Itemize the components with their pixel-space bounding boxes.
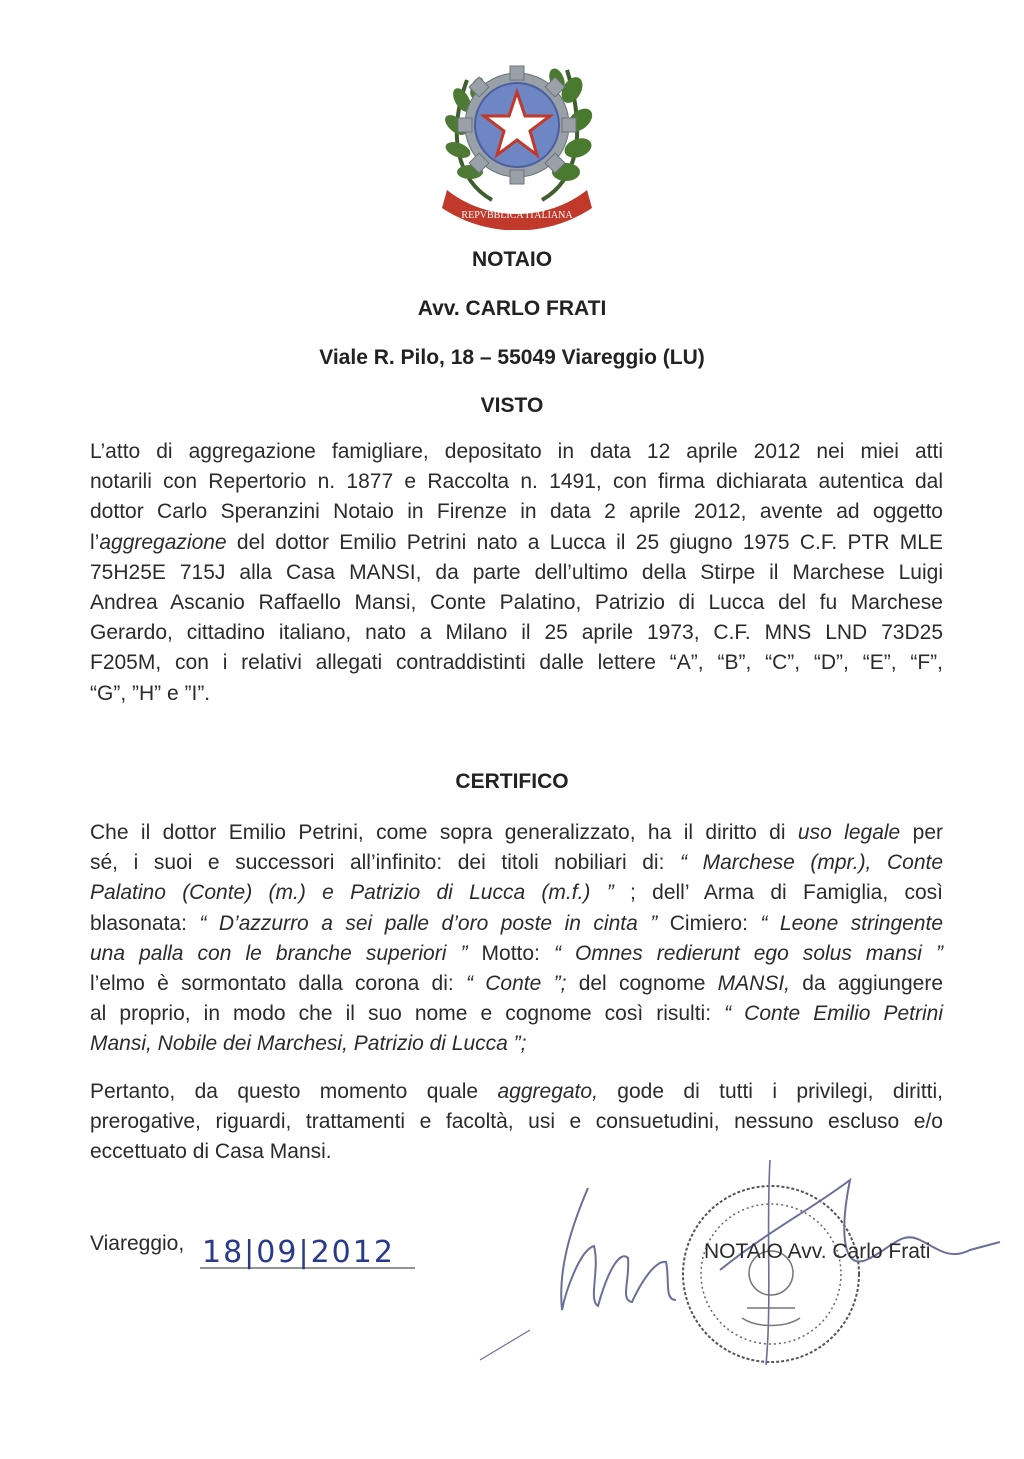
text-segment: del dottor Emilio Petrini nato a Lucca il 25 giugno 1975 C.F. PTR MLE: [226, 530, 943, 554]
text-segment: blasonata:: [90, 911, 200, 935]
text-line: [90, 528, 943, 558]
text-segment: al proprio, in modo che il suo nome e cognome così risulti:: [90, 1002, 725, 1026]
text-line: [90, 969, 943, 999]
text-segment: gode di tutti i privilegi, diritti,: [597, 1080, 943, 1103]
text-line: [90, 878, 943, 908]
text-segment: ; dell’ Arma di Famiglia, così: [613, 881, 944, 905]
italic-segment: Mansi, Nobile dei Marchesi, Patrizio di Lucca ”;: [90, 1032, 527, 1056]
italic-segment: “ Conte ”;: [466, 972, 567, 996]
text-line: [90, 818, 943, 848]
text-segment: l’: [90, 530, 100, 554]
text-line: [90, 848, 943, 878]
text-line: [90, 1077, 943, 1107]
place-label: Viareggio,: [90, 1232, 185, 1255]
text-line: Gerardo, cittadino italiano, nato a Milano il 25 aprile 1973, C.F. MNS LND 73D25: [90, 621, 943, 645]
italic-segment: “ Omnes redierunt ego solus mansi ”: [553, 941, 943, 965]
visto-paragraph: [90, 437, 943, 709]
visto-heading: VISTO: [480, 394, 544, 417]
text-segment: per: [900, 821, 943, 844]
text-line: 75H25E 715J alla Casa MANSI, da parte dell’ultimo della Stirpe il Marchese Luigi: [90, 560, 943, 584]
certifico-heading: CERTIFICO: [455, 770, 569, 793]
italic-segment: “ D’azzurro a sei palle d’oro poste in cinta ”: [199, 911, 658, 935]
text-line: dottor Carlo Speranzini Notaio in Firenze in data 2 aprile 2012, avente ad oggetto: [90, 500, 943, 524]
notary-signature-label: NOTAIO Avv. Carlo Frati: [704, 1240, 931, 1263]
text-segment: del cognome: [566, 972, 718, 996]
text-segment: Pertanto, da questo momento quale: [90, 1080, 498, 1103]
text-line: eccettuato di Casa Mansi.: [90, 1140, 332, 1164]
notary-address: Viale R. Pilo, 18 – 55049 Viareggio (LU): [319, 346, 705, 369]
text-line: F205M, con i relativi allegati contraddistinti dalle lettere “A”, “B”, “C”, “D”, “E”, “F”,: [90, 651, 943, 675]
italic-segment: MANSI,: [717, 972, 791, 996]
text-line: notarili con Repertorio n. 1877 e Raccolta n. 1491, con firma dichiarata autentica dal: [90, 470, 943, 494]
repubblica-italiana-emblem-icon: [432, 40, 602, 230]
text-line: Andrea Ascanio Raffaello Mansi, Conte Palatino, Patrizio di Lucca del fu Marchese: [90, 591, 943, 615]
text-line: [90, 1029, 943, 1059]
text-segment: Che il dottor Emilio Petrini, come sopra generalizzato, ha il diritto di: [90, 821, 798, 844]
italic-segment: aggregato,: [497, 1080, 598, 1103]
seal-ribbon-text: REPVBBLICA ITALIANA: [461, 210, 573, 221]
notary-name: Avv. CARLO FRATI: [417, 297, 607, 320]
italic-segment: “ Leone stringente: [760, 911, 944, 935]
italic-segment: “ Marchese (mpr.), Conte: [680, 851, 944, 875]
text-line: “G”, ”H” e ”I”.: [90, 681, 211, 705]
notaio-title: NOTAIO: [471, 248, 553, 271]
italic-segment: una palla con le branche superiori ”: [90, 941, 468, 965]
italic-segment: “ Conte Emilio Petrini: [724, 1002, 944, 1026]
handwritten-date: [190, 1218, 450, 1278]
text-line: [90, 909, 943, 939]
handwritten-date-text: 18|09|2012: [202, 1235, 395, 1270]
text-segment: Cimiero:: [657, 911, 761, 935]
text-segment: Motto:: [467, 941, 554, 965]
italic-segment: Palatino (Conte) (m.) e Patrizio di Lucca (m.f.) ”: [90, 881, 614, 905]
text-line: [90, 939, 943, 969]
text-segment: sé, i suoi e successori all’infinito: dei titoli nobiliari di:: [90, 851, 680, 875]
text-line: [90, 999, 943, 1029]
italic-segment: aggregazione: [99, 530, 227, 554]
text-line: prerogative, riguardi, trattamenti e facoltà, usi e consuetudini, nessuno escluso e/o: [90, 1110, 943, 1134]
text-segment: l’elmo è sormontato dalla corona di:: [90, 972, 466, 996]
text-line: L’atto di aggregazione famigliare, depositato in data 12 aprile 2012 nei miei atti: [90, 440, 943, 463]
italic-segment: uso legale: [797, 821, 901, 844]
certifico-paragraph: [90, 818, 943, 1060]
text-segment: da aggiungere: [790, 972, 944, 996]
